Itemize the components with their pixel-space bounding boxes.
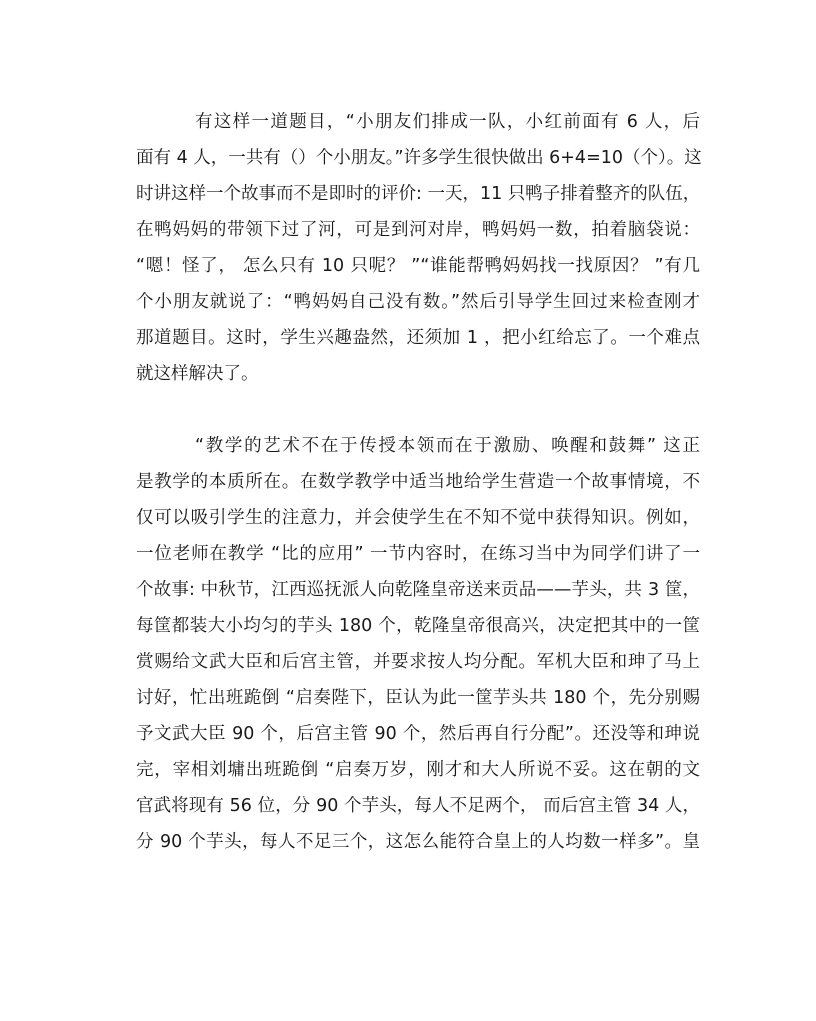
paragraph-2-line-6: 每筐都装大小均匀的芋头 180 个，乾隆皇帝很高兴，决定把其中的一筐 [136,616,700,636]
paragraph-2-line-10: 完，宰相刘墉出班跪倒 “启奏万岁，刚才和大人所说不妥。这在朝的文 [136,760,700,780]
paragraph-1-line-7: 那道题目。这时，学生兴趣盎然，还须加 1 ，把小红给忘了。一个难点 [136,328,700,348]
paragraph-1-line-2: 面有 4 人，一共有（）个小朋友。”许多学生很快做出 6+4=10（个）。这 [136,148,702,168]
paragraph-2-line-3: 仅可以吸引学生的注意力，并会使学生在不知不觉中获得知识。例如， [136,508,700,528]
paragraph-1-line-1: 有这样一道题目，“小朋友们排成一队，小红前面有 6 人，后 [195,112,700,132]
paragraph-1-line-6: 个小朋友就说了：“鸭妈妈自己没有数。”然后引导学生回过来检查刚才 [136,292,700,312]
paragraph-1-line-3: 时讲这样一个故事而不是即时的评价: 一天，11 只鸭子排着整齐的队伍， [136,184,701,204]
paragraph-2-line-11: 官武将现有 56 位，分 90 个芋头，每人不足两个， 而后宫主管 34 人， [136,796,700,816]
paragraph-2-line-9: 予文武大臣 90 个，后宫主管 90 个，然后再自行分配”。还没等和珅说 [136,724,700,744]
paragraph-2-line-8: 讨好，忙出班跪倒 “启奏陛下，臣认为此一筐芋头共 180 个，先分别赐 [136,688,700,708]
paragraph-2-line-5: 个故事: 中秋节，江西巡抚派人向乾隆皇帝送来贡品——芋头，共 3 筐， [136,580,700,600]
paragraph-2-line-1: “教学的艺术不在于传授本领而在于激励、唤醒和鼓舞” 这正 [195,436,700,456]
paragraph-1-line-5: “嗯！怪了， 怎么只有 10 只呢？ ”“谁能帮鸭妈妈找一找原因？ ”有几 [136,256,700,276]
paragraph-2-line-2: 是教学的本质所在。在数学教学中适当地给学生营造一个故事情境，不 [136,472,700,492]
paragraph-2-line-12: 分 90 个芋头，每人不足三个，这怎么能符合皇上的人均数一样多”。皇 [136,832,700,852]
paragraph-1-line-4: 在鸭妈妈的带领下过了河，可是到河对岸，鸭妈妈一数，拍着脑袋说： [136,220,700,240]
paragraph-1-line-8: 就这样解决了。 [136,364,259,384]
paragraph-2-line-4: 一位老师在教学 “比的应用” 一节内容时，在练习当中为同学们讲了一 [136,544,700,564]
paragraph-2-line-7: 赏赐给文武大臣和后宫主管，并要求按人均分配。军机大臣和珅了马上 [136,652,700,672]
